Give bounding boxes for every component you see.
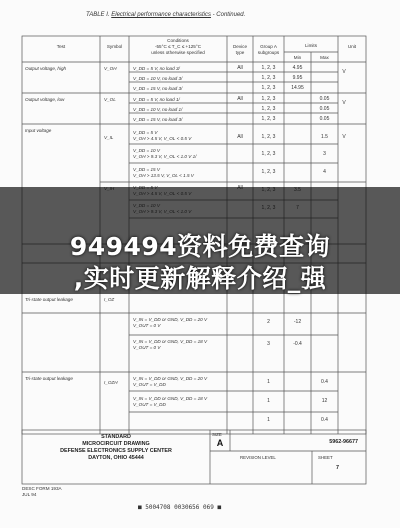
header-test: Test [56,44,66,49]
sheet-label: SHEET [318,455,333,460]
drawing-number: 5962-96677 [329,439,358,445]
header-conditions-2: -55°C ≤ T_C ≤ +125°C [154,44,202,49]
row-test: Tri-state output leakage [25,297,73,302]
row-max: 0.4 [321,379,328,385]
row-test: Output voltage, low [25,97,65,102]
header-limits: Limits [305,43,317,48]
row-condition: V_DD = 5 V [133,130,158,135]
row-subgroups: 1 [267,379,270,385]
row-subgroups: 1, 2, 3 [261,151,276,157]
row-min: -12 [293,319,302,325]
row-condition: V_IN = V_DD or GND, V_DD = 20 V [133,317,208,322]
row-condition: V_DD = 10 V [133,148,160,153]
row-max: 0.05 [319,116,330,122]
size-label: SIZE [212,432,222,437]
row-condition: V_DD = 15 V [133,167,160,172]
row-symbol: V_OL [104,97,116,102]
row-condition: V_DD = 5 V, no load 1/ [133,97,180,102]
row-unit: V [342,134,346,140]
row-subgroups: 1, 2, 3 [261,75,276,81]
overlay-banner [0,187,400,294]
row-test: Output voltage, high [25,66,67,71]
row-symbol: I_OZH [104,380,118,385]
header-conditions-1: Conditions [167,38,189,43]
header-conditions-3: unless otherwise specified [151,50,205,55]
row-condition: V_OH > 9.3 V, V_OL < 1.0 V 1/ [133,154,197,159]
row-unit: V [342,100,346,106]
revision-level-label: REVISION LEVEL [240,455,276,460]
row-max: 0.05 [319,106,330,112]
row-condition: V_OUT = V_DD [133,382,166,387]
row-subgroups: 1, 2, 3 [261,85,276,91]
row-condition: V_DD = 5 V, no load 3/ [133,66,180,71]
row-condition: V_IN = V_DD or GND, V_DD = 18 V [133,339,208,344]
row-subgroups: 1 [267,398,270,404]
row-condition: V_OUT = 0 V [133,345,161,350]
row-subgroups: 3 [267,341,270,347]
row-min: 4.95 [292,65,303,71]
row-symbol: V_IL [104,135,114,140]
row-device: All [237,96,243,102]
sheet-value: 7 [336,465,339,471]
row-subgroups: 1, 2, 3 [261,96,276,102]
row-min: 14.95 [291,85,304,91]
row-min: 9.95 [292,75,303,81]
row-max: 3 [323,151,326,157]
size-value: A [216,438,224,448]
title-suffix: - Continued. [212,12,246,18]
row-subgroups: 1, 2, 3 [261,116,276,122]
title-prefix: TABLE I. [86,12,110,18]
row-condition: V_DD = 15 V, no load 3/ [133,117,183,122]
row-condition: V_DD = 10 V, no load 3/ [133,76,183,81]
row-device: All [237,65,243,71]
row-condition: V_OUT = V_DD [133,402,166,407]
row-subgroups: 1, 2, 3 [261,169,276,175]
barcode-text: ■ 5004708 0030656 069 ■ [138,504,222,511]
row-test: Tri-state output leakage [25,376,73,381]
banner-line-2: ,实时更新解释介绍_强 [73,264,327,293]
row-condition: V_OH > 4.5 V, V_OL < 0.5 V [133,136,192,141]
form-date: JUL 94 [22,492,37,497]
row-max: 12 [321,398,328,404]
row-unit: V [342,69,346,75]
org-line-2: MICROCIRCUIT DRAWING [82,441,150,447]
row-subgroups: 2 [267,319,270,325]
row-subgroups: 1, 2, 3 [261,65,276,71]
org-line-3: DEFENSE ELECTRONICS SUPPLY CENTER [60,448,172,454]
row-symbol: V_OH [104,66,117,71]
row-condition: V_IN = V_DD or GND, V_DD = 18 V [133,396,208,401]
banner-line-1: 949494资料免费查询 [69,232,331,261]
header-group-2: subgroups [257,50,280,55]
row-condition: V_DD = 15 V, no load 3/ [133,86,183,91]
org-line-1: STANDARD [101,434,131,440]
row-device: All [237,134,243,140]
row-max: 1.5 [321,134,328,140]
header-unit: Unit [347,44,357,49]
row-symbol: I_OZ [104,297,115,302]
header-symbol: Symbol [106,44,123,49]
header-max: Max [320,55,329,60]
form-number: DESC FORM 193A [22,486,62,491]
row-subgroups: 1, 2, 3 [261,134,276,140]
row-condition: V_DD = 10 V, no load 1/ [133,107,183,112]
row-max: 0.05 [319,96,330,102]
row-min: -0.4 [293,341,302,347]
row-condition: V_OUT = 0 V [133,323,161,328]
row-max: 4 [323,169,326,175]
row-condition: V_IN = V_DD or GND, V_DD = 20 V [133,376,208,381]
row-test: Input voltage [25,128,52,133]
row-subgroups: 1, 2, 3 [261,106,276,112]
row-condition: V_OH > 13.5 V, V_OL < 1.5 V [133,173,194,178]
header-group-1: Group A [260,44,277,49]
header-min: Min [293,55,302,60]
header-device-1: Device [232,44,248,49]
header-device-2: type [235,50,245,55]
org-line-4: DAYTON, OHIO 45444 [88,455,144,461]
row-max: 0.4 [321,417,328,423]
row-subgroups: 1 [267,417,270,423]
title-main: Electrical performance characteristics [111,12,211,18]
